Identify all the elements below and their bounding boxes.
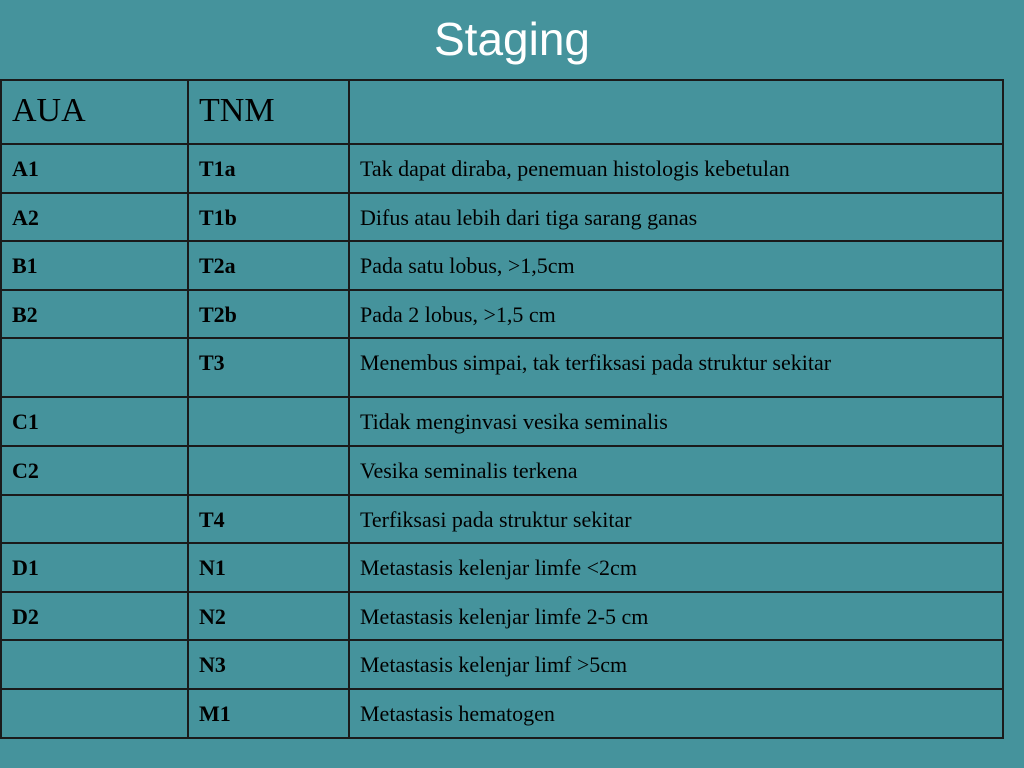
aua-cell: C1 [1,397,188,446]
description-cell: Tidak menginvasi vesika seminalis [349,397,1003,446]
description-cell: Tak dapat diraba, penemuan histologis kebetulan [349,144,1003,193]
aua-cell [1,338,188,397]
aua-cell: A2 [1,193,188,242]
tnm-cell: T1b [188,193,349,242]
table-row [1,592,1003,641]
description-cell: Metastasis kelenjar limf >5cm [349,640,1003,689]
description-cell: Pada satu lobus, >1,5cm [349,241,1003,290]
aua-cell [1,640,188,689]
table-row [1,543,1003,592]
description-cell: Vesika seminalis terkena [349,446,1003,495]
aua-cell: D1 [1,543,188,592]
tnm-cell [188,446,349,495]
description-cell: Terfiksasi pada struktur sekitar [349,495,1003,544]
table-row [1,290,1003,339]
table-row [1,495,1003,544]
table-row [1,338,1003,397]
tnm-cell: T3 [188,338,349,397]
tnm-cell: N1 [188,543,349,592]
header-tnm: TNM [188,80,349,144]
aua-cell: A1 [1,144,188,193]
aua-cell [1,495,188,544]
description-cell: Pada 2 lobus, >1,5 cm [349,290,1003,339]
table-row [1,689,1003,738]
table-header-row [1,80,1003,144]
tnm-cell: N2 [188,592,349,641]
table-row [1,241,1003,290]
tnm-cell: T2a [188,241,349,290]
aua-cell: C2 [1,446,188,495]
header-description [349,80,1003,144]
description-cell: Menembus simpai, tak terfiksasi pada struktur sekitar [349,338,1003,397]
tnm-cell [188,397,349,446]
header-aua: AUA [1,80,188,144]
tnm-cell: T2b [188,290,349,339]
slide-title: Staging [433,13,590,65]
tnm-cell: M1 [188,689,349,738]
staging-table [0,79,1004,739]
description-cell: Metastasis kelenjar limfe <2cm [349,543,1003,592]
tnm-cell: T4 [188,495,349,544]
aua-cell [1,689,188,738]
table-row [1,640,1003,689]
table-row [1,446,1003,495]
aua-cell: D2 [1,592,188,641]
table-row [1,397,1003,446]
table-row [1,144,1003,193]
description-cell: Metastasis kelenjar limfe 2-5 cm [349,592,1003,641]
tnm-cell: N3 [188,640,349,689]
tnm-cell: T1a [188,144,349,193]
description-cell: Metastasis hematogen [349,689,1003,738]
description-cell: Difus atau lebih dari tiga sarang ganas [349,193,1003,242]
aua-cell: B2 [1,290,188,339]
table-row [1,193,1003,242]
aua-cell: B1 [1,241,188,290]
